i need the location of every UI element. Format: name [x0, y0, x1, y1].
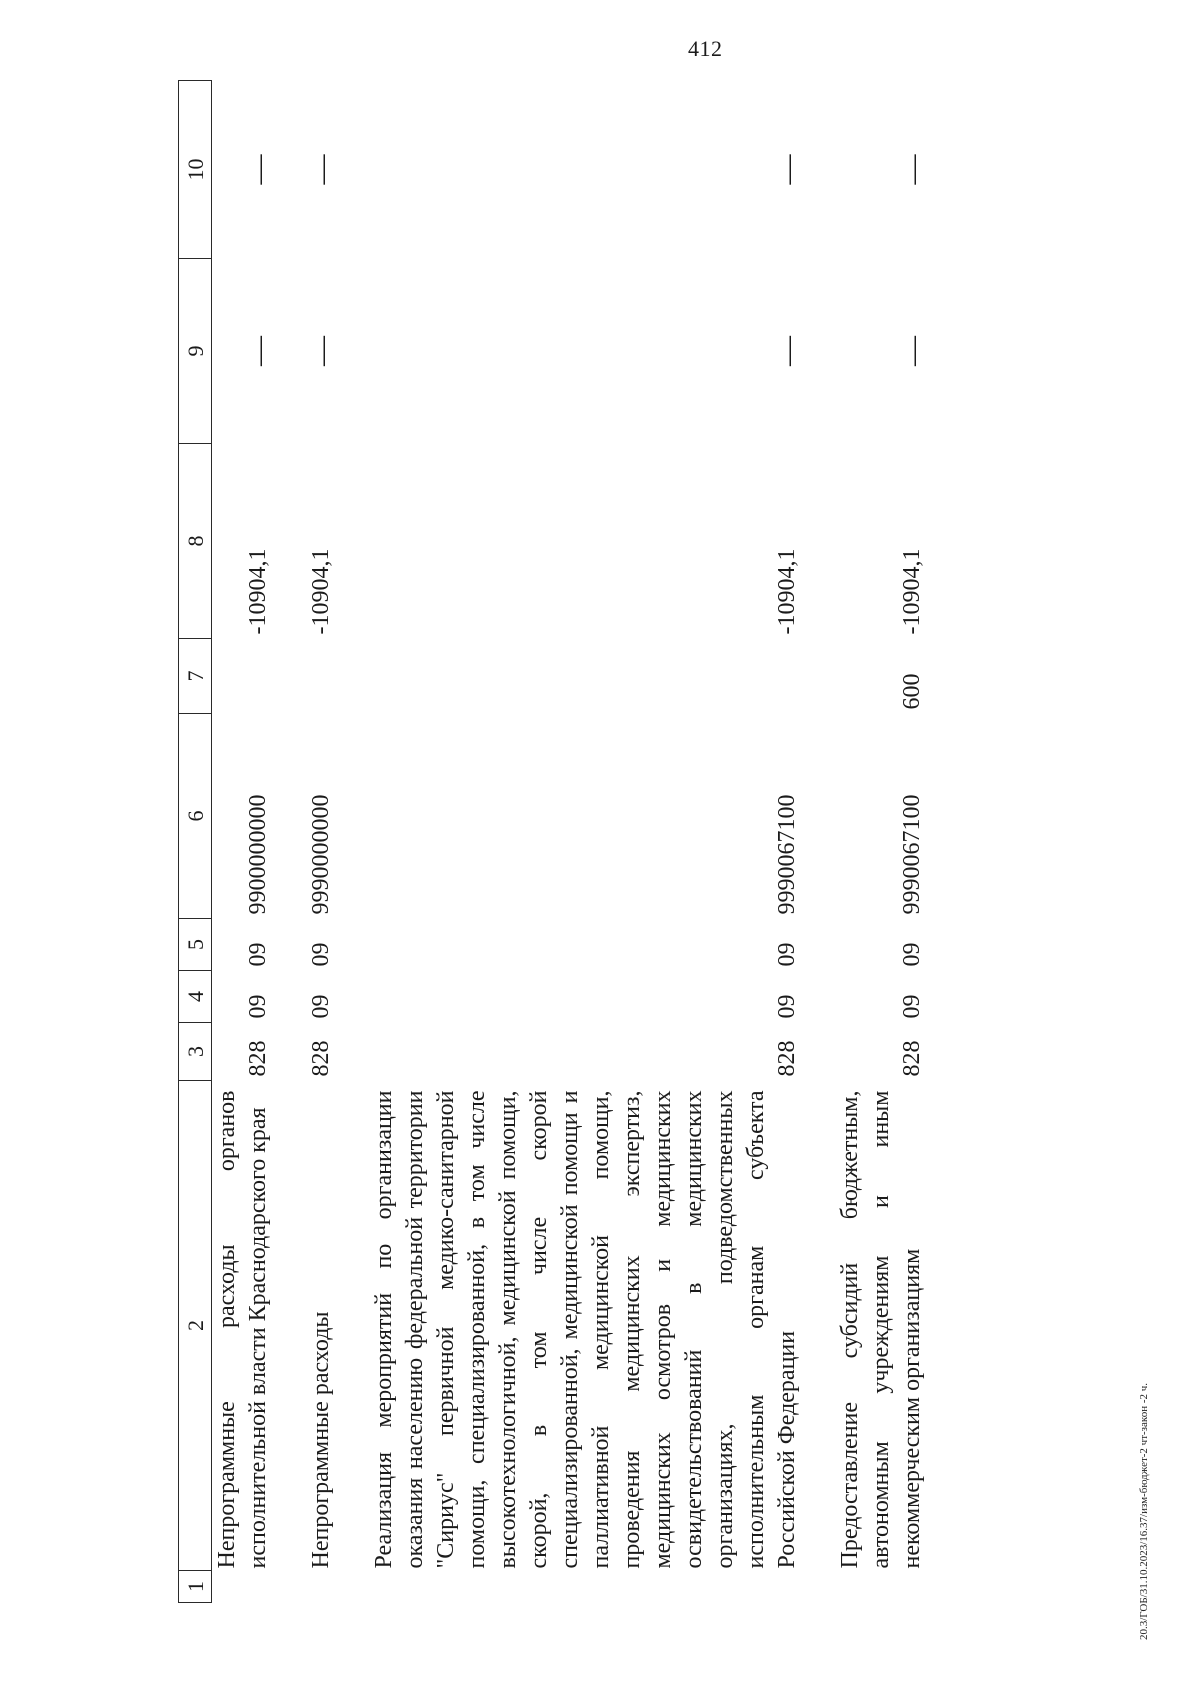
header-col-2: 2 — [179, 1081, 212, 1571]
dash-cell: — — [896, 336, 929, 366]
header-col-9: 9 — [179, 259, 212, 444]
header-col-10: 10 — [179, 81, 212, 259]
target-article-code: 9990067100 — [774, 794, 800, 915]
dash-cell: — — [771, 154, 804, 185]
row-number-cell — [284, 1571, 347, 1603]
dash-cell: — — [242, 154, 275, 185]
header-col-8: 8 — [179, 444, 212, 639]
table-row — [347, 81, 813, 1603]
expense-type-code: 600 — [899, 673, 925, 710]
header-col-1: 1 — [179, 1571, 212, 1603]
table-header-row — [179, 81, 212, 1603]
table-row — [813, 81, 938, 1603]
header-col-6: 6 — [179, 714, 212, 919]
table-row — [212, 81, 285, 1603]
section-code: 09 — [774, 994, 800, 1019]
expense-type-code — [212, 639, 285, 714]
budget-table — [178, 80, 938, 1603]
rotated-table-container — [178, 81, 1200, 1603]
row-number-cell — [347, 1571, 813, 1603]
section-code: 09 — [245, 994, 271, 1019]
row-description: Непрограммные расходы — [308, 1311, 334, 1569]
dash-cell: — — [896, 154, 929, 185]
amount-value: -10904,1 — [899, 548, 925, 635]
row-description: Непрограммные расходы органов исполнительной власти Краснодарского края — [214, 1090, 271, 1569]
header-col-3: 3 — [179, 1023, 212, 1081]
subsection-code: 09 — [245, 942, 271, 967]
dash-cell: — — [771, 336, 804, 366]
row-description: Реализация мероприятий по организации оказания населению федеральной территории "Сириус" первичной медико-санитарной помощи, специализированной, в том числе высокотехнологичной, медицинской помощи, скорой, в том числе скорой специализированной, медицинской помощи и паллиативной медицинской помощи, проведения медицинских экспертиз, медицинских осмотров и медицинских освидетельствований в медицинских организациях, подведомственных исполнительным органам субъекта Российской Федерации — [371, 1090, 800, 1569]
target-article-code: 9990067100 — [899, 794, 925, 915]
header-col-4: 4 — [179, 971, 212, 1023]
subsection-code: 09 — [308, 942, 334, 967]
target-article-code: 9990000000 — [308, 794, 334, 915]
row-number-cell — [212, 1571, 285, 1603]
amount-value: -10904,1 — [308, 548, 334, 635]
dash-cell: — — [305, 154, 338, 185]
subsection-code: 09 — [899, 942, 925, 967]
ministry-code: 828 — [245, 1040, 271, 1077]
page-number: 412 — [688, 36, 723, 61]
ministry-code: 828 — [774, 1040, 800, 1077]
dash-cell: — — [305, 336, 338, 366]
dash-cell: — — [242, 336, 275, 366]
amount-value: -10904,1 — [774, 548, 800, 635]
section-code: 09 — [899, 994, 925, 1019]
document-code-footer: 20.3/ГОБ/31.10.2023/16.37/изм-бюджет-2 чт-закон -2 ч. — [1138, 1382, 1150, 1640]
subsection-code: 09 — [774, 942, 800, 967]
header-col-7: 7 — [179, 639, 212, 714]
table-row — [284, 81, 347, 1603]
target-article-code: 9900000000 — [245, 794, 271, 915]
header-col-5: 5 — [179, 919, 212, 971]
section-code: 09 — [308, 994, 334, 1019]
amount-value: -10904,1 — [245, 548, 271, 635]
row-number-cell — [813, 1571, 938, 1603]
expense-type-code — [347, 639, 813, 714]
row-description: Предоставление субсидий бюджетным, автономным учреждениям и иным некоммерческим организациям — [837, 1090, 925, 1569]
ministry-code: 828 — [899, 1040, 925, 1077]
expense-type-code — [284, 639, 347, 714]
ministry-code: 828 — [308, 1040, 334, 1077]
